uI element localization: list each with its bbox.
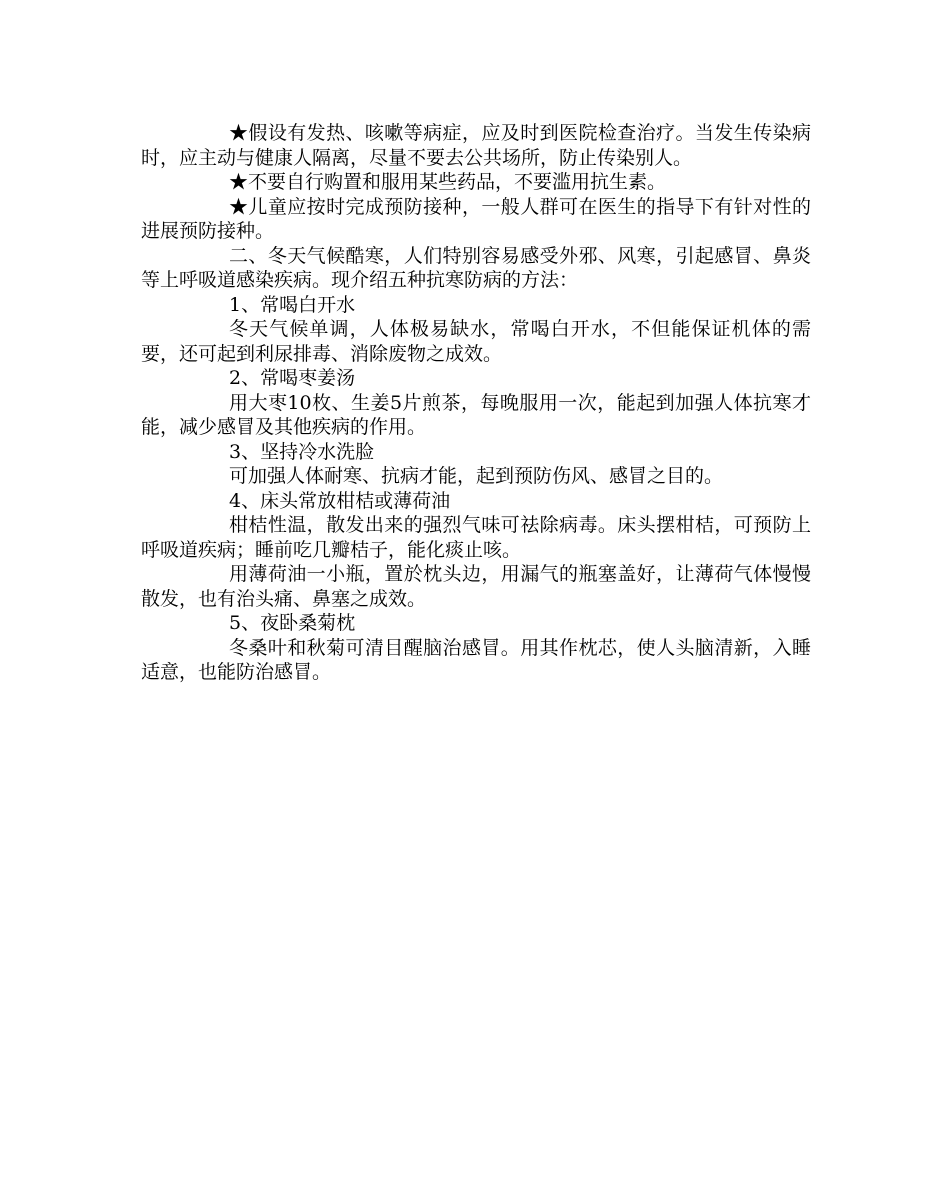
paragraph-mulberry-chrysanthemum-pillow: 冬桑叶和秋菊可清目醒脑治感冒。用其作枕芯，使人头脑清新，入睡适意，也能防治感冒。 (141, 636, 811, 683)
heading-cold-water-wash: 3、坚持冷水洗脸 (229, 440, 375, 463)
paragraph-citrus: 柑桔性温，散发出来的强烈气味可祛除病毒。床头摆柑桔，可预防上呼吸道疾病；睡前吃几瓣桔子，能化痰止咳。 (141, 514, 811, 561)
heading-citrus-mint-oil: 4、床头常放柑桔或薄荷油 (229, 489, 451, 512)
paragraph-fever-advice: ★假设有发热、咳嗽等病症，应及时到医院检查治疗。当发生传染病时，应主动与健康人隔离，尽量不要去公共场所，防止传染别人。 (141, 122, 811, 169)
document-body (141, 121, 811, 685)
heading-drink-water: 1、常喝白开水 (229, 293, 356, 316)
paragraph-jujube-ginger-soup: 用大枣10枚、生姜5片煎茶，每晚服用一次，能起到加强人体抗寒才能，减少感冒及其他疾病的作用。 (141, 391, 811, 438)
heading-jujube-ginger-soup: 2、常喝枣姜汤 (229, 367, 356, 389)
heading-mulberry-chrysanthemum-pillow: 5、夜卧桑菊枕 (229, 612, 356, 634)
paragraph-no-self-medication: ★不要自行购置和服用某些药品，不要滥用抗生素。 (229, 171, 667, 193)
paragraph-mint-oil: 用薄荷油一小瓶，置於枕头边，用漏气的瓶塞盖好，让薄荷气体慢慢散发，也有治头痛、鼻塞之成效。 (141, 563, 811, 610)
paragraph-winter-intro: 二、冬天气候酷寒，人们特别容易感受外邪、风寒，引起感冒、鼻炎等上呼吸道感染疾病。现介绍五种抗寒防病的方法： (141, 244, 811, 291)
paragraph-vaccination: ★儿童应按时完成预防接种，一般人群可在医生的指导下有针对性的进展预防接种。 (141, 195, 811, 242)
paragraph-drink-water: 冬天气候单调，人体极易缺水，常喝白开水，不但能保证机体的需要，还可起到利尿排毒、消除废物之成效。 (141, 318, 811, 365)
paragraph-cold-water-wash: 可加强人体耐寒、抗病才能，起到预防伤风、感冒之目的。 (229, 465, 724, 487)
